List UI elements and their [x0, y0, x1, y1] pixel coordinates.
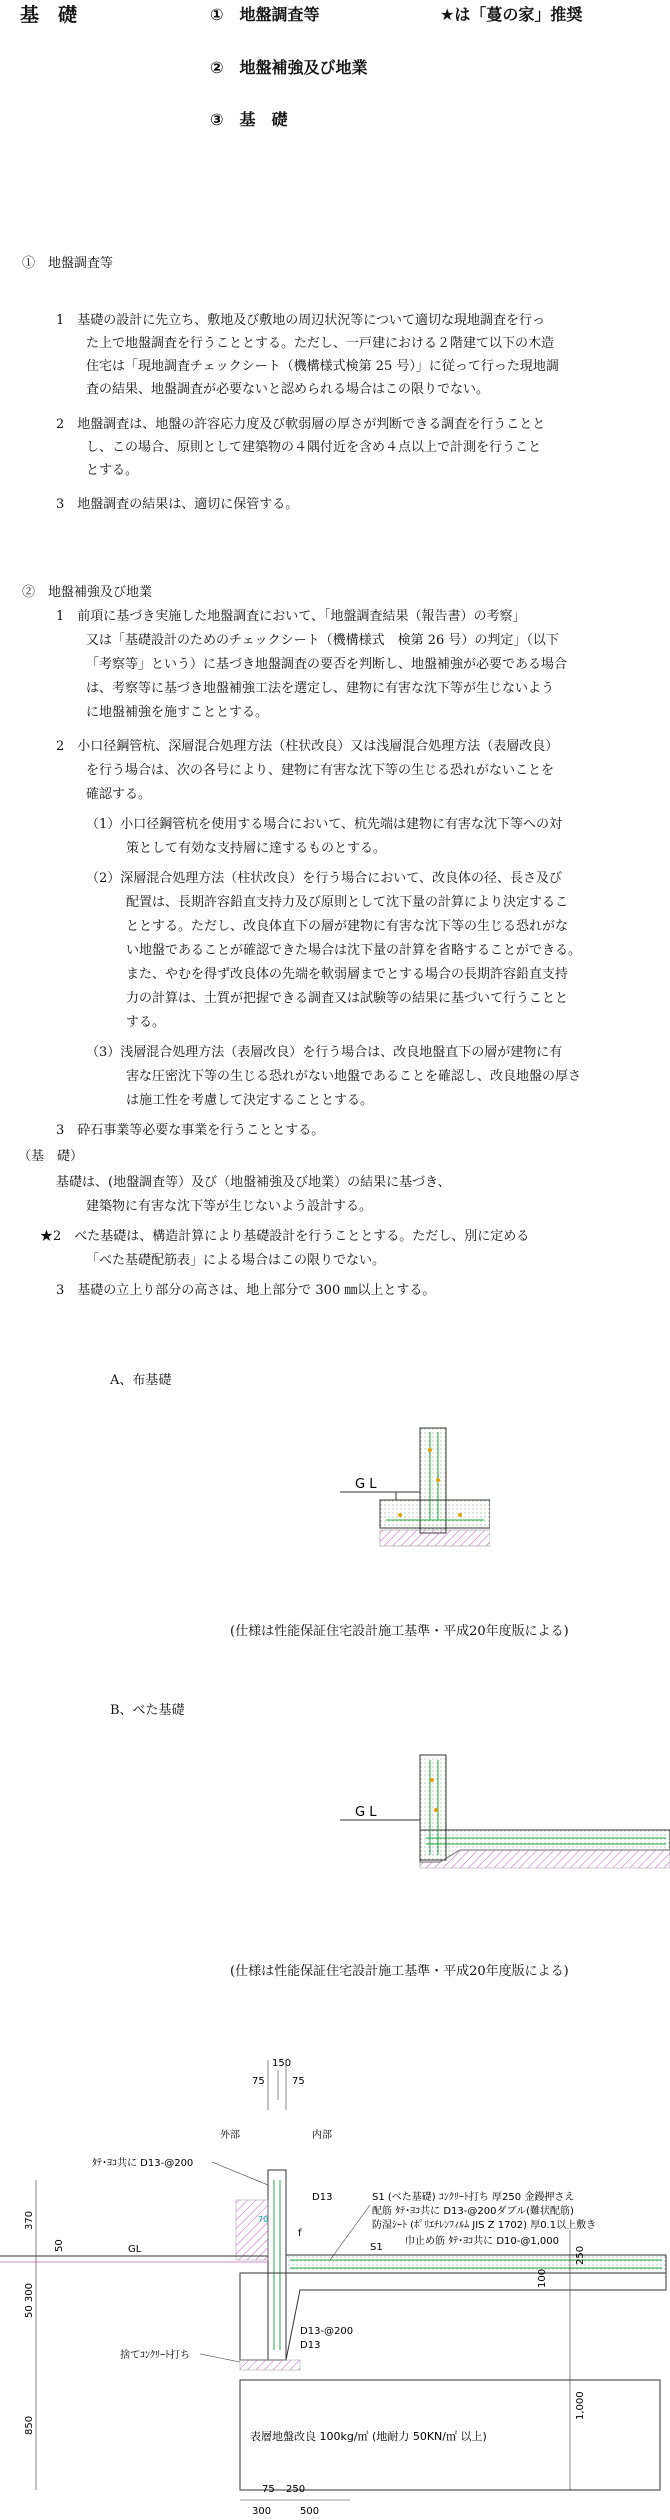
dim-75-right: 75 [292, 2076, 305, 2087]
header-item-2: ② 地盤補強及び地業 [210, 58, 368, 77]
s1-note-2: 配筋 ﾀﾃ･ﾖｺ共に D13-@200ダブル(難状配筋) [372, 2206, 574, 2217]
s1-note-1: S1 (べた基礎) ｺﾝｸﾘｰﾄ打ち 厚250 金鏝押さえ [372, 2192, 575, 2203]
header-star-note: ★は「蔓の家」推奨 [440, 5, 583, 24]
rebar-note: ﾀﾃ･ﾖｺ共に D13-@200 [92, 2158, 194, 2169]
left-dim-50-300: 50 300 [24, 2283, 35, 2318]
sec1-line: 査の結果、地盤調査が必要ないと認められる場合はこの限りでない。 [86, 382, 490, 397]
sec2-line: する。 [126, 1015, 166, 1030]
right-dim-1000: 1,000 [575, 2391, 586, 2420]
fig-a-label: A、布基礎 [110, 1373, 172, 1388]
left-dim-850: 850 [24, 2415, 35, 2435]
sec2-line: を行う場合は、次の各号により、建物に有害な沈下等の生じる恐れがないことを [86, 763, 555, 778]
sec2-line: 2 小口径鋼管杭、深層混合処理方法（柱状改良）又は浅層混合処理方法（表層改良） [56, 739, 559, 754]
dim-70-a: 70 [258, 2215, 269, 2224]
bot-dim-75: 75 [262, 2484, 275, 2495]
inside-label: 内部 [312, 2130, 332, 2141]
header-item-3: ③ 基 礎 [210, 110, 288, 129]
bot-dim-300: 300 [252, 2506, 272, 2517]
sec2-line: 力の計算は、土質が把握できる調査又は試験等の結果に基づいて行うことと [126, 991, 569, 1006]
sec2-line: 1 前項に基づき実施した地盤調査において、「地盤調査結果（報告書）の考察」 [56, 609, 526, 624]
sec2-line: 配置は、長期許容鉛直支持力及び原則として沈下量の計算により決定するこ [126, 895, 569, 910]
fig-b-caption: (仕様は性能保証住宅設計施工基準・平成20年度版による) [230, 1964, 569, 1979]
fig-b-gl-label: G L [355, 1805, 377, 1820]
sec3-line: 「べた基礎配筋表」による場合はこの限りでない。 [86, 1253, 386, 1268]
sec2-line: は施工性を考慮して決定することとする。 [126, 1093, 374, 1108]
sec1-line: とする。 [86, 463, 139, 478]
fig-a-drawing [340, 1420, 490, 1570]
improve-note: 表層地盤改良 100kg/㎥ (地耐力 50KN/㎡ 以上) [250, 2430, 487, 2443]
sec2-line: に地盤補強を施すこととする。 [86, 705, 269, 720]
sec2-line: 3 砕石事業等必要な事業を行うこととする。 [56, 1123, 325, 1138]
sec3-line: 3 基礎の立上り部分の高さは、地上部分で 300 ㎜以上とする。 [56, 1283, 436, 1298]
sec2-line: 又は「基礎設計のためのチェックシート（機構様式 検第 26 号）の判定」（以下 [86, 633, 559, 648]
header-item-1: ① 地盤調査等 [210, 5, 320, 24]
right-dim-250: 250 [575, 2245, 586, 2265]
d13-label: D13 [312, 2192, 333, 2203]
sec2-line: また、やむを得ず改良体の先端を軟弱層までとする場合の長期許容鉛直支持 [126, 967, 569, 982]
sec3-line: ★2 べた基礎は、構造計算により基礎設計を行うこととする。ただし、別に定める [40, 1229, 530, 1244]
right-dim-100: 100 [537, 2268, 548, 2288]
sec2-line: 害な圧密沈下等の生じる恐れがない地盤であることを確認し、改良地盤の厚さ [126, 1069, 582, 1084]
sec2-line: （1）小口径鋼管杭を使用する場合において、杭先端は建物に有害な沈下等への対 [86, 817, 563, 832]
sec2-line: は、考察等に基づき地盤補強工法を選定し、建物に有害な沈下等が生じないよう [86, 681, 555, 696]
sec2-line: ととする。ただし、改良体直下の層が建物に有害な沈下等の生じる恐れがな [126, 919, 569, 934]
sec1-line: た上で地盤調査を行うこととする。ただし、一戸建における２階建て以下の木造 [86, 336, 555, 351]
lean-concrete: 捨てｺﾝｸﾘｰﾄ打ち [120, 2350, 190, 2361]
sec2-line: い地盤であることが確認できた場合は沈下量の計算を省略することができる。 [126, 943, 582, 958]
fig-b-label: B、べた基礎 [110, 1703, 185, 1718]
fig-a-gl-label: G L [355, 1477, 377, 1492]
detail-drawing [0, 2040, 670, 2520]
outside-label: 外部 [220, 2130, 240, 2141]
sec2-line: （2）深層混合処理方法（柱状改良）を行う場合において、改良体の径、長さ及び [86, 871, 563, 886]
dim-150: 150 [272, 2058, 292, 2069]
f-label: f [298, 2228, 302, 2239]
left-dim-370: 370 [24, 2210, 35, 2230]
sec1-line: し、この場合、原則として建築物の４隅付近を含め４点以上で計測を行うこと [86, 440, 542, 455]
sec2-line: 「考察等」という）に基づき地盤調査の要否を判断し、地盤補強が必要である場合 [86, 657, 568, 672]
dim-75-left: 75 [252, 2076, 265, 2087]
gl-label: GL [128, 2244, 142, 2255]
sec1-line: 2 地盤調査は、地盤の許容応力度及び軟弱層の厚さが判断できる調査を行うことと [56, 417, 546, 432]
sec2-heading: ② 地盤補強及び地業 [22, 585, 153, 600]
sec2-line: 策として有効な支持層に達するものとする。 [126, 841, 387, 856]
bot-dim-500: 500 [300, 2506, 320, 2517]
page-title: 基 礎 [20, 4, 78, 26]
fig-a-caption: (仕様は性能保証住宅設計施工基準・平成20年度版による) [230, 1624, 569, 1639]
sec1-line: 3 地盤調査の結果は、適切に保管する。 [56, 497, 299, 512]
sec1-line: 住宅は「現地調査チェックシート（機構様式検第 25 号）」に従って行った現地調 [86, 359, 559, 374]
sec2-line: 確認する。 [86, 787, 152, 802]
sec3-line: 基礎は、(地盤調査等）及び（地盤補強及び地業）の結果に基づき、 [56, 1175, 451, 1190]
s1-note-3: 防湿ｼｰﾄ (ﾎﾟﾘｴﾁﾚﾝﾌｨﾙﾑ JIS Z 1702) 厚0.1以上敷き [372, 2220, 597, 2231]
d13-label-2: D13 [300, 2340, 321, 2351]
d13-200-label: D13-@200 [300, 2326, 354, 2337]
fig-b-drawing [340, 1750, 670, 1880]
sec3-heading: （基 礎） [18, 1149, 84, 1164]
bot-dim-250: 250 [286, 2484, 306, 2495]
sec2-line: （3）浅層混合処理方法（表層改良）を行う場合は、改良地盤直下の層が建物に有 [86, 1045, 563, 1060]
left-dim-50: 50 [54, 2239, 65, 2252]
s1-label: S1 [370, 2242, 383, 2253]
edge-note: 巾止め筋 ﾀﾃ･ﾖｺ共に D10-@1,000 [405, 2236, 560, 2247]
sec1-line: 1 基礎の設計に先立ち、敷地及び敷地の周辺状況等について適切な現地調査を行っ [56, 313, 546, 328]
sec1-heading: ① 地盤調査等 [22, 256, 114, 271]
sec3-line: 建築物に有害な沈下等が生じないよう設計する。 [86, 1199, 373, 1214]
